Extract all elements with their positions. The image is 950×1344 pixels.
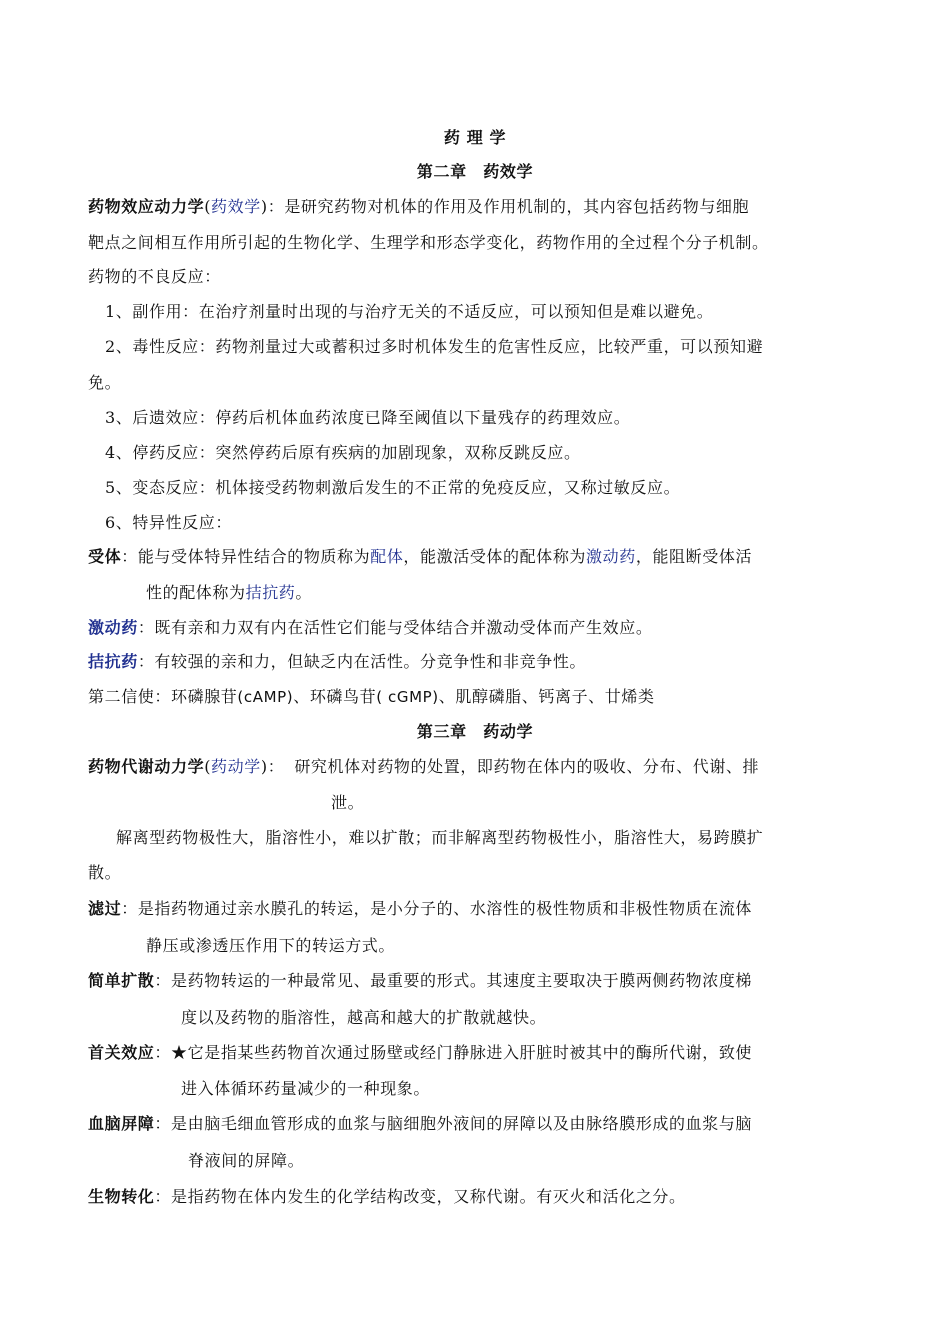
bbb-term: 血脑屏障 — [88, 1114, 155, 1133]
receptor-text-4: 性的配体称为 — [146, 583, 246, 602]
document-title: 药 理 学 — [443, 128, 507, 147]
bbb-line2: 脊液间的屏障。 — [188, 1151, 305, 1170]
filtration-colon: ： — [121, 899, 138, 918]
filtration-definition — [88, 898, 752, 920]
pk-alias: 药动学 — [211, 757, 261, 776]
pd-paren-close: )： — [260, 197, 285, 216]
biotransformation-term: 生物转化 — [88, 1187, 155, 1206]
pharmacokinetics-definition — [88, 756, 759, 778]
filtration-term: 滤过 — [88, 899, 122, 918]
agonist-text: ：既有亲和力双有内在活性它们能与受体结合并激动受体而产生效应。 — [137, 618, 653, 637]
receptor-definition — [88, 546, 752, 568]
ionization-line2: 散。 — [88, 863, 122, 882]
second-messenger-e: 、肌醇磷脂、钙离子、廿烯类 — [438, 687, 655, 706]
adverse-item-3: 3、后遗效应：停药后机体血药浓度已降至阈值以下量残存的药理效应。 — [105, 408, 631, 427]
pk-paren-open: ( — [204, 757, 212, 776]
adverse-item-2: 2、毒性反应：药物剂量过大或蓄积过多时机体发生的危害性反应，比较严重，可以预知避 — [105, 337, 764, 356]
bbb-line1: 是由脑毛细血管形成的血浆与脑细胞外液间的屏障以及由脉络膜形成的血浆与脑 — [171, 1114, 753, 1133]
pd-def-line1: 是研究药物对机体的作用及作用机制的，其内容包括药物与细胞 — [284, 197, 750, 216]
adverse-item-6: 6、特异性反应： — [105, 513, 232, 532]
receptor-text-3: ，能阻断受体活 — [635, 547, 753, 566]
second-messenger-d: ( cGMP) — [376, 688, 439, 706]
first-pass-colon: ： — [154, 1043, 172, 1062]
pharmacodynamics-definition — [88, 196, 749, 218]
simple-diffusion-line1: 是药物转运的一种最常见、最重要的形式。其速度主要取决于膜两侧药物浓度梯 — [171, 971, 753, 990]
biotransformation-colon: ： — [154, 1187, 172, 1206]
agonist-term-inline: 激动药 — [586, 547, 636, 566]
adverse-reactions-title: 药物的不良反应： — [88, 267, 221, 286]
pk-paren-close: )： — [260, 757, 285, 776]
pk-term: 药物代谢动力学 — [88, 757, 205, 776]
chapter3-heading: 第三章 药动学 — [416, 722, 534, 741]
receptor-definition-cont — [146, 582, 312, 604]
first-pass-line2: 进入体循环药量减少的一种现象。 — [181, 1079, 431, 1098]
chapter2-heading: 第二章 药效学 — [416, 162, 534, 181]
antagonist-term-inline: 拮抗药 — [245, 583, 296, 602]
adverse-item-5: 5、变态反应：机体接受药物刺激后发生的不正常的免疫反应，又称过敏反应。 — [105, 478, 681, 497]
bbb-definition — [88, 1113, 752, 1135]
receptor-text-1: 能与受体特异性结合的物质称为 — [137, 547, 371, 566]
second-messenger-a: 第二信使：环磷腺苷 — [88, 687, 238, 706]
antagonist-definition — [88, 651, 586, 673]
bbb-colon: ： — [154, 1114, 172, 1133]
pk-def-line2: 泄。 — [331, 793, 365, 812]
antagonist-text: ：有较强的亲和力，但缺乏内在活性。分竞争性和非竞争性。 — [137, 652, 587, 671]
adverse-item-4: 4、停药反应：突然停药后原有疾病的加剧现象，双称反跳反应。 — [105, 443, 581, 462]
filtration-line2: 静压或渗透压作用下的转运方式。 — [146, 936, 396, 955]
receptor-text-5: 。 — [295, 583, 313, 602]
agonist-term: 激动药 — [88, 618, 138, 637]
first-pass-line1: ★它是指某些药物首次通过肠壁或经门静脉进入肝脏时被其中的酶所代谢，致使 — [171, 1043, 753, 1062]
ionization-line1: 解离型药物极性大，脂溶性小，难以扩散；而非解离型药物极性小，脂溶性大，易跨膜扩 — [116, 828, 764, 847]
second-messenger-b: (cAMP) — [237, 688, 294, 706]
simple-diffusion-line2: 度以及药物的脂溶性，越高和越大的扩散就越快。 — [181, 1008, 547, 1027]
simple-diffusion-colon: ： — [154, 971, 172, 990]
first-pass-term: 首关效应 — [88, 1043, 155, 1062]
adverse-item-2-cont: 免。 — [88, 373, 122, 392]
antagonist-term: 拮抗药 — [88, 652, 138, 671]
first-pass-definition — [88, 1042, 752, 1064]
simple-diffusion-definition — [88, 970, 752, 992]
pd-paren-open: ( — [204, 197, 212, 216]
receptor-term: 受体 — [88, 547, 122, 566]
pd-def-line2: 靶点之间相互作用所引起的生物化学、生理学和形态学变化，药物作用的全过程个分子机制。 — [88, 233, 769, 252]
pd-alias: 药效学 — [211, 197, 261, 216]
pk-def-line1: 研究机体对药物的处置，即药物在体内的吸收、分布、代谢、排 — [294, 757, 760, 776]
agonist-definition — [88, 617, 652, 639]
pd-term: 药物效应动力学 — [88, 197, 205, 216]
simple-diffusion-term: 简单扩散 — [88, 971, 155, 990]
filtration-line1: 是指药物通过亲水膜孔的转运，是小分子的、水溶性的极性物质和非极性物质在流体 — [137, 899, 753, 918]
second-messenger — [88, 686, 655, 708]
biotransformation-definition — [88, 1186, 686, 1208]
biotransformation-line1: 是指药物在体内发生的化学结构改变，又称代谢。有灭火和活化之分。 — [171, 1187, 686, 1206]
second-messenger-c: 、环磷鸟苷 — [293, 687, 377, 706]
receptor-colon: ： — [121, 547, 138, 566]
ligand-term: 配体 — [370, 547, 404, 566]
adverse-item-1: 1、副作用：在治疗剂量时出现的与治疗无关的不适反应，可以预知但是难以避免。 — [105, 302, 714, 321]
receptor-text-2: ，能激活受体的配体称为 — [403, 547, 587, 566]
